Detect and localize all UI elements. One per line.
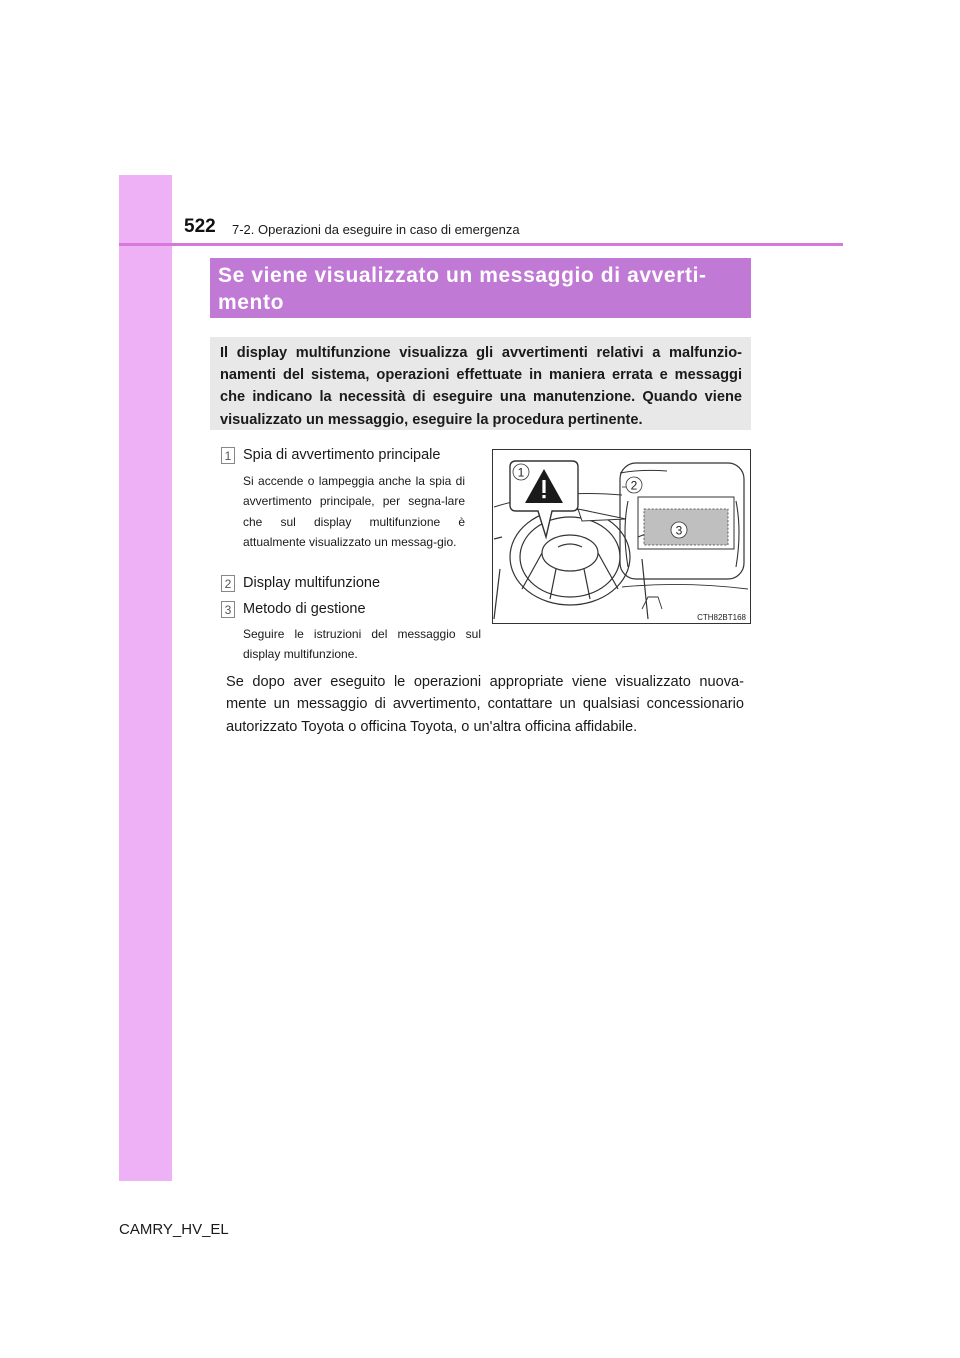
intro-box <box>210 337 751 430</box>
callout-2 <box>626 477 642 493</box>
intro-text: Il display multifunzione visualizza gli avvertimenti relativi a malfunzio-namenti del sistema, operazioni effettuate in maniera errata e messaggi che indicano la necessità di eseguire una manutenzione. Quando viene visualizzato un messaggio, eseguire la procedura pertinente. <box>220 345 742 428</box>
callout-1 <box>513 464 529 480</box>
number-3-icon <box>221 601 235 618</box>
item-1-label: Spia di avvertimento principale <box>243 447 441 463</box>
header-divider <box>119 243 843 246</box>
callout-3 <box>671 522 687 538</box>
closing-paragraph: Se dopo aver eseguito le operazioni appropriate viene visualizzato nuova-mente un messaggio di avvertimento, contattare un qualsiasi concessionario autorizzato Toyota o officina Toyota, o un'altra officina affidabile. <box>226 674 744 735</box>
chapter-sidebar-tab <box>119 175 172 1181</box>
number-1-text: 1 <box>224 449 232 463</box>
page-number: 522 <box>184 216 216 237</box>
number-1-icon <box>221 447 235 464</box>
item-1-description: Si accende o lampeggia anche la spia di avvertimento principale, per segna-lare che sul display multifunzione è attualmente visualizzato un messag-gio. <box>243 474 465 549</box>
dashboard-illustration <box>492 449 751 624</box>
svg-text:2: 2 <box>630 478 638 493</box>
title-line-2: mento <box>218 291 284 314</box>
figure-code: CTH82BT168 <box>697 613 746 622</box>
number-3-text: 3 <box>224 603 232 617</box>
svg-text:3: 3 <box>675 523 683 538</box>
title-line-1: Se viene visualizzato un messaggio di avverti- <box>218 264 707 287</box>
title-banner <box>210 258 751 318</box>
number-2-icon <box>221 575 235 592</box>
svg-text:1: 1 <box>517 465 525 480</box>
item-3-description: Seguire le istruzioni del messaggio sul display multifunzione. <box>243 627 481 662</box>
item-2-label: Display multifunzione <box>243 575 381 591</box>
item-3-label: Metodo di gestione <box>243 601 366 617</box>
section-heading: 7-2. Operazioni da eseguire in caso di emergenza <box>232 222 520 237</box>
number-2-text: 2 <box>224 577 232 591</box>
document-id: CAMRY_HV_EL <box>119 1221 229 1238</box>
